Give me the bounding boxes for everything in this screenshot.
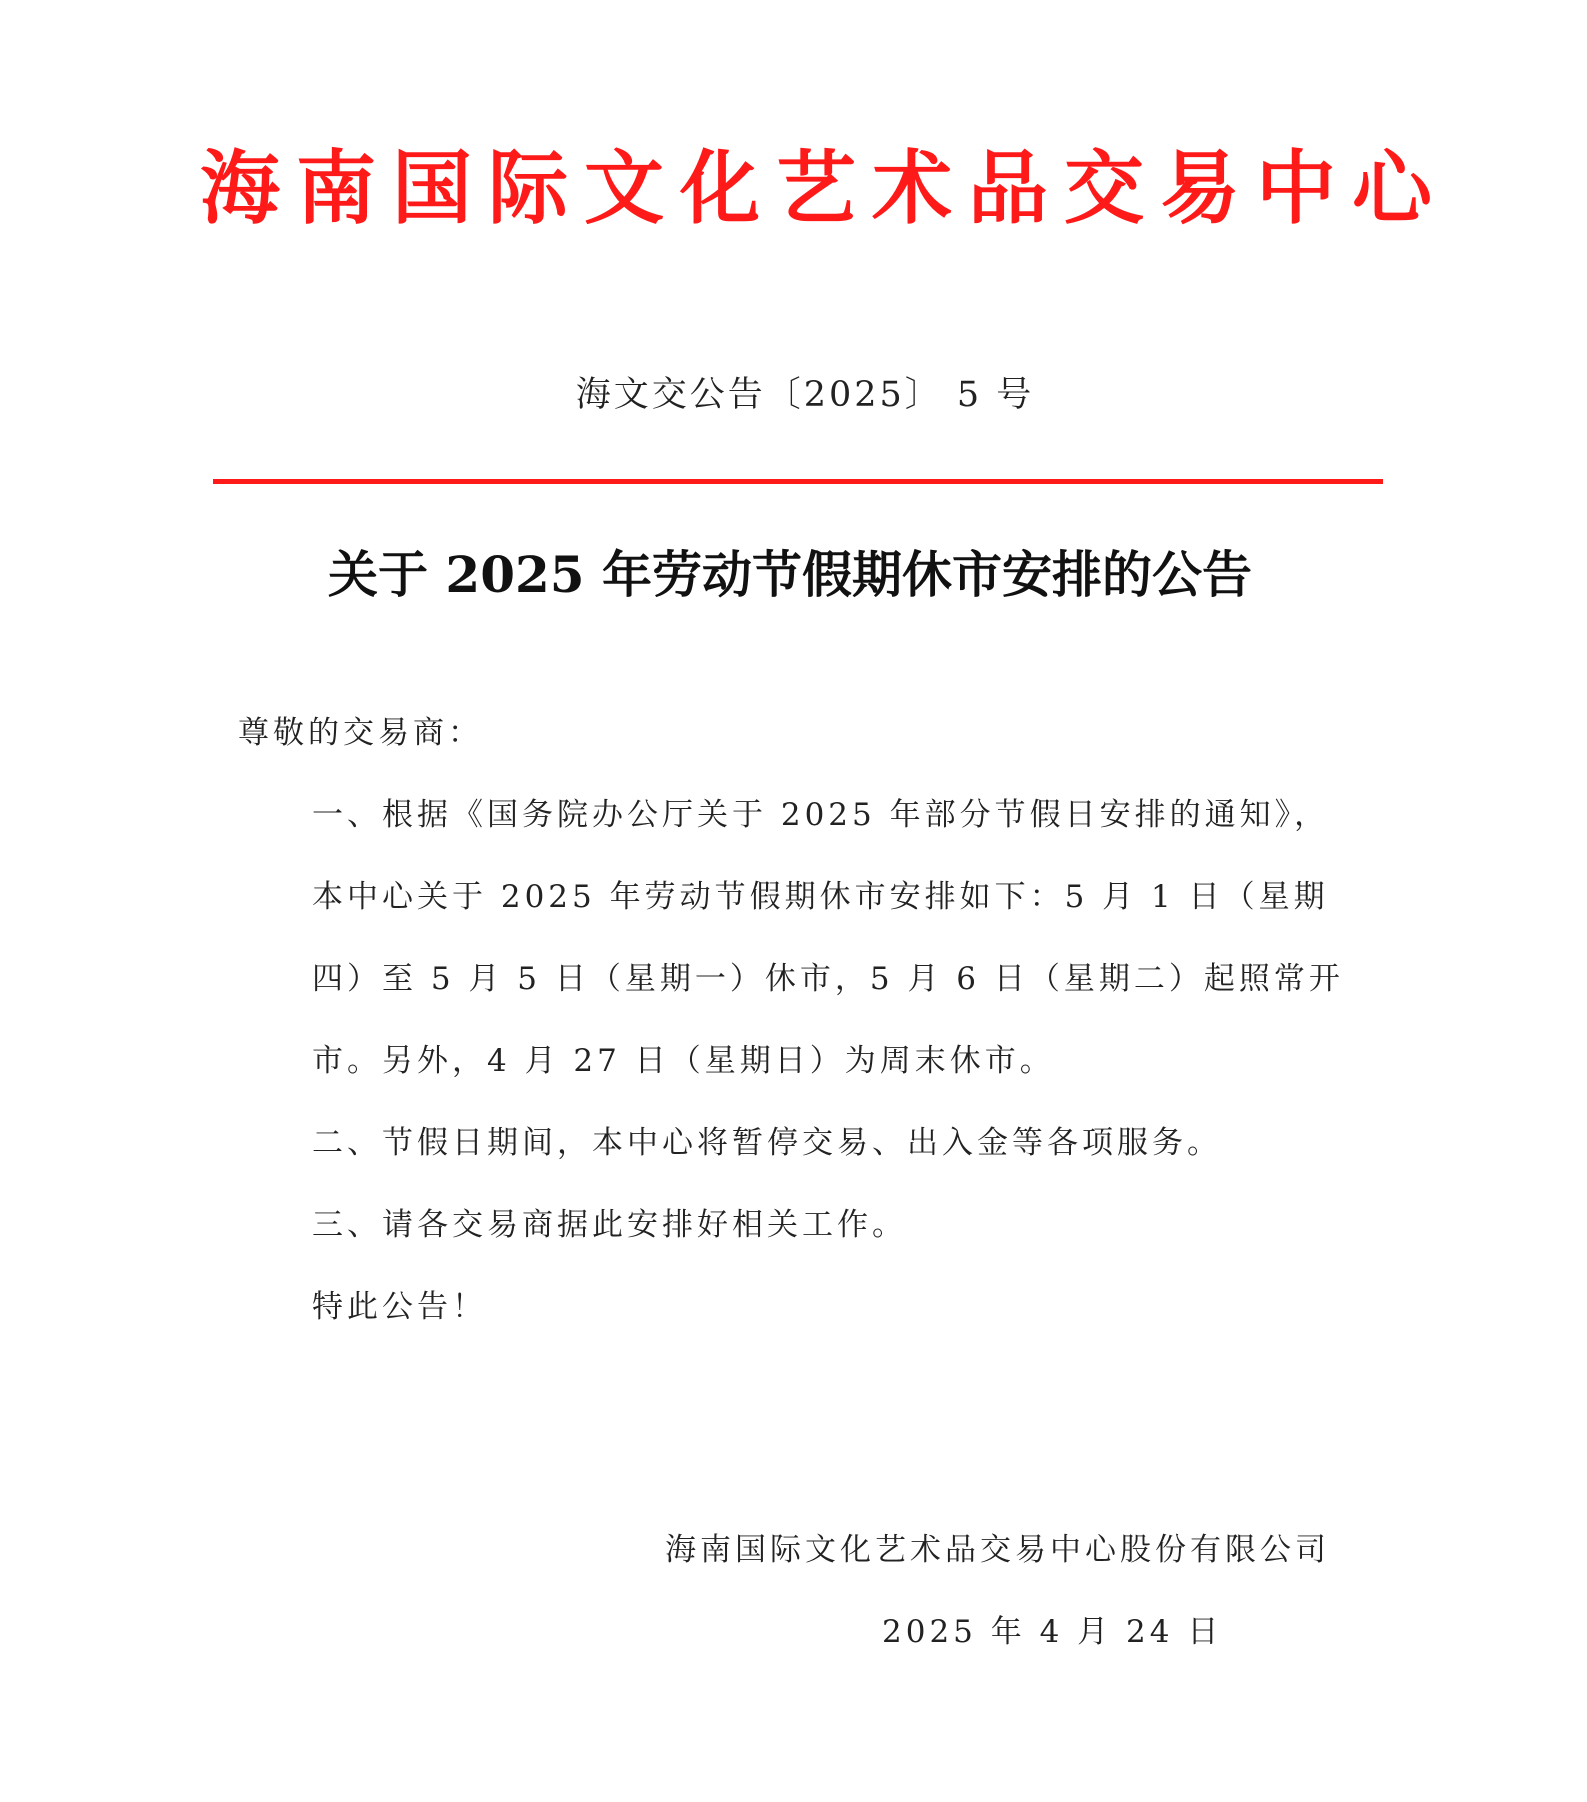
notice-body xyxy=(238,692,1358,1348)
salutation: 尊敬的交易商： xyxy=(238,715,483,751)
paragraph-service-suspension: 二、节假日期间，本中心将暂停交易、出入金等各项服务。 xyxy=(312,1125,1222,1161)
signature-date: 2025 年 4 月 24 日 xyxy=(882,1614,1223,1650)
notice-title: 关于 2025 年劳动节假期休市安排的公告 xyxy=(328,545,1252,604)
red-divider-line xyxy=(213,479,1383,484)
signature-block xyxy=(600,1509,1340,1673)
document-number: 海文交公告〔2025〕 5 号 xyxy=(575,375,1035,415)
paragraph-closing: 特此公告！ xyxy=(312,1289,487,1325)
issuing-organization-header: 海南国际文化艺术品交易中心 xyxy=(200,141,1448,235)
paragraph-arrangement-request: 三、请各交易商据此安排好相关工作。 xyxy=(312,1207,907,1243)
signature-organization: 海南国际文化艺术品交易中心股份有限公司 xyxy=(665,1532,1330,1568)
paragraph-holiday-schedule: 一、根据《国务院办公厅关于 2025 年部分节假日安排的通知》，本中心关于 2025 年劳动节假期休市安排如下：5 月 1 日（星期四）至 5 月 5 日（星期一）休市，5 月 6 日（星期二）起照常开市。另外，4 月 27 日（星期日）为周末休市。 xyxy=(312,797,1344,1079)
